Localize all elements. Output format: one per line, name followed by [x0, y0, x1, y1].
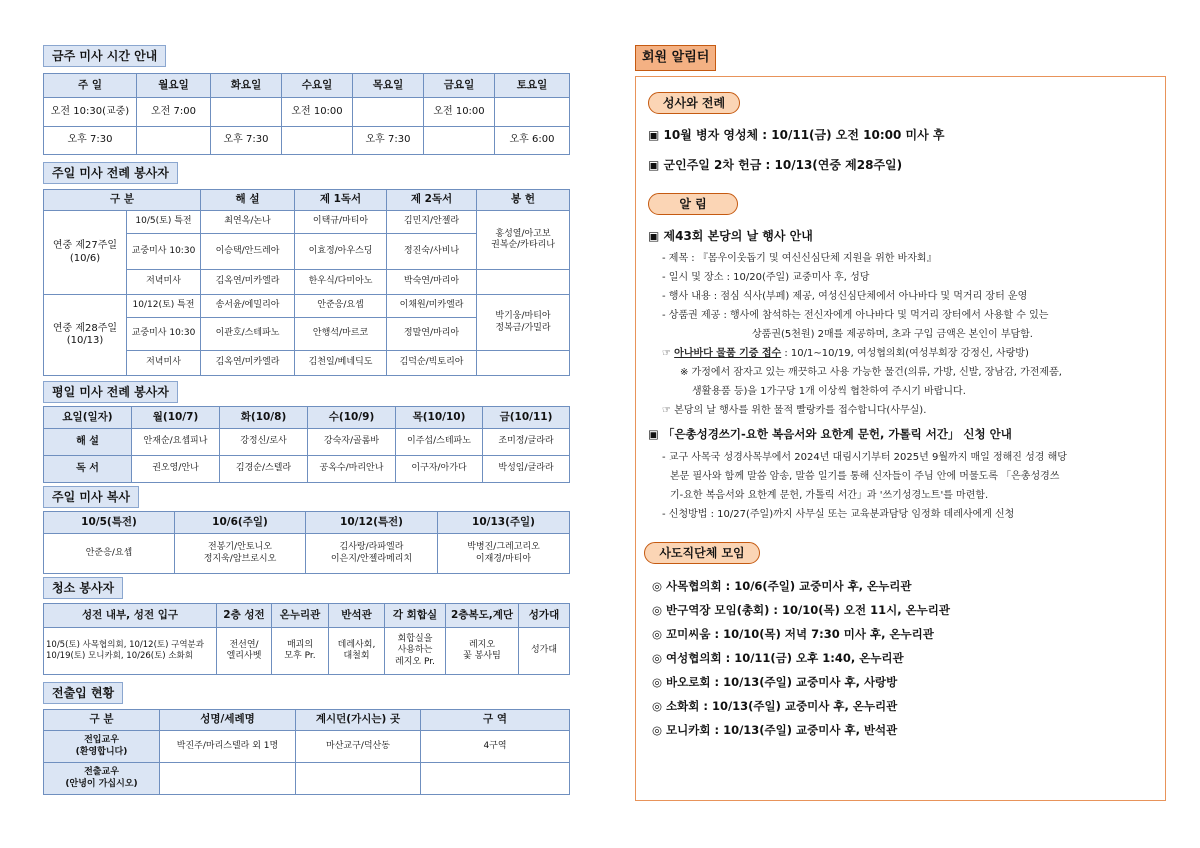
day-header: 화요일: [211, 74, 282, 98]
transfer-cell: 마산교구/덕산동: [296, 731, 421, 763]
hand-icon: ☞: [662, 348, 675, 359]
offering-cell: [477, 351, 570, 376]
meeting-item: ◎ 바오로회 : 10/13(주일) 교중미사 후, 사랑방: [652, 675, 898, 689]
server-cell: 이구자/아가다: [396, 456, 483, 483]
col-header: 10/6(주일): [175, 512, 306, 534]
mass-type: 10/12(토) 특전: [127, 295, 201, 318]
mass-time-cell: [137, 127, 211, 155]
altar-servers-table: [43, 511, 570, 574]
transfer-cell: [296, 763, 421, 795]
server-cell: 권오영/안나: [132, 456, 220, 483]
cleaning-cell: 레지오 꽃 봉사팀: [446, 628, 519, 675]
event-line: - 상품권 제공 : 행사에 참석하는 전신자에게 아나바다 및 먹거리 장터에서 사용할 수 있는: [662, 310, 1049, 321]
row-label: 전입교우 (환영합니다): [44, 731, 160, 763]
bible-heading: ▣ 「은총성경쓰기-요한 복음서와 요한계 문헌, 가톨릭 서간」 신청 안내: [648, 427, 1012, 441]
server-cell: 한우식/다미아노: [295, 270, 387, 295]
transfer-cell: 4구역: [421, 731, 570, 763]
mass-type: 저녁미사: [127, 351, 201, 376]
col-header: 성전 내부, 성전 입구: [44, 604, 217, 628]
col-header: 월(10/7): [132, 407, 220, 429]
day-header: 금요일: [424, 74, 495, 98]
event-line: 상품권(5천원) 2매를 제공하며, 초과 구입 금액은 본인이 부담함.: [752, 329, 1033, 340]
altar-servers-title: 주일 미사 복사: [43, 486, 139, 508]
event-line: - 제목 : 『몸우이웃돕기 및 여신신심단체 지원을 위한 바자회』: [662, 253, 937, 264]
col-header: 제 2독서: [387, 190, 477, 211]
mass-time-cell: [282, 127, 353, 155]
server-cell: 박숙연/마리아: [387, 270, 477, 295]
mass-time-cell: 오후 7:30: [211, 127, 282, 155]
weekday-servers-table: [43, 406, 570, 483]
cleaning-table: [43, 603, 570, 675]
sunday-label: 연중 제27주일 (10/6): [44, 211, 127, 295]
mass-type: 교중미사 10:30: [127, 234, 201, 270]
transfer-cell: [160, 763, 296, 795]
notices-title: 회원 알림터: [635, 45, 716, 71]
server-cell: 공옥수/마리안나: [308, 456, 396, 483]
col-header: 2층 성전: [217, 604, 272, 628]
server-cell: 강정신/로사: [220, 429, 308, 456]
server-cell: 안준응/요셉: [295, 295, 387, 318]
server-cell: 정말연/마리아: [387, 318, 477, 351]
row-label: 전출교우 (안녕이 가십시오): [44, 763, 160, 795]
col-header: 수(10/9): [308, 407, 396, 429]
groups-pill: 사도직단체 모임: [644, 542, 760, 564]
cleaning-cell: 회합실을 사용하는 레지오 Pr.: [385, 628, 446, 675]
col-header: 계시던(가시는) 곳: [296, 710, 421, 731]
server-cell: 이주섭/스테파노: [396, 429, 483, 456]
server-cell: 이채원/미카엘라: [387, 295, 477, 318]
mass-time-cell: 오전 10:00: [282, 98, 353, 127]
meeting-item: ◎ 사목협의회 : 10/6(주일) 교중미사 후, 온누리관: [652, 579, 912, 593]
sunday-servers-title: 주일 미사 전례 봉사자: [43, 162, 178, 184]
sacraments-pill: 성사와 전례: [648, 92, 740, 114]
bible-line: - 교구 사목국 성경사목부에서 2024년 대림시기부터 2025년 9월까지 매일 정해진 성경 해당: [662, 452, 1067, 463]
mass-times-table: [43, 73, 570, 155]
anabada-line: ☞ 아나바다 물품 기증 접수 : 10/1∼10/19, 여성협의회(여성부회장 강정신, 사랑방): [662, 348, 1029, 359]
transfer-cell: 박진주/마리스텔라 외 1명: [160, 731, 296, 763]
row-label: 해 설: [44, 429, 132, 456]
mass-time-cell: 오후 7:30: [353, 127, 424, 155]
server-cell: 김옥연/미카엘라: [201, 270, 295, 295]
mass-time-cell: [353, 98, 424, 127]
mass-time-cell: [424, 127, 495, 155]
server-cell: 전봉기/안토니오 정지욱/암브로시오: [175, 534, 306, 574]
server-cell: 김덕순/빅토리아: [387, 351, 477, 376]
sacrament-item: ▣ 10월 병자 영성체 : 10/11(금) 오전 10:00 미사 후: [648, 128, 945, 142]
bible-line: 본문 필사와 함께 말씀 암송, 말씀 일기를 통해 신자들이 주님 안에 머물도록 「은총성경쓰: [670, 471, 1060, 482]
transfers-table: [43, 709, 570, 795]
mass-time-cell: 오후 7:30: [44, 127, 137, 155]
server-cell: 김천일/베네딕도: [295, 351, 387, 376]
bible-line: - 신청방법 : 10/27(주일)까지 사무실 또는 교육분과담당 임정화 데레사에게 신청: [662, 509, 1015, 520]
day-header: 목요일: [353, 74, 424, 98]
col-header: 온누리관: [272, 604, 329, 628]
server-cell: 조미정/글라라: [483, 429, 570, 456]
col-header: 10/13(주일): [438, 512, 570, 534]
mass-time-cell: [211, 98, 282, 127]
col-header: 구 분: [44, 190, 201, 211]
mass-type: 10/5(토) 특전: [127, 211, 201, 234]
mass-time-cell: 오전 10:00: [424, 98, 495, 127]
col-header: 목(10/10): [396, 407, 483, 429]
server-cell: 김경순/스텔라: [220, 456, 308, 483]
col-header: 제 1독서: [295, 190, 387, 211]
col-header: 성가대: [519, 604, 570, 628]
col-header: 각 회합실: [385, 604, 446, 628]
day-header: 토요일: [495, 74, 570, 98]
cleaning-cell: 성가대: [519, 628, 570, 675]
server-cell: 이효정/아우스딩: [295, 234, 387, 270]
server-cell: 안행석/마르코: [295, 318, 387, 351]
server-cell: 김사랑/라파엘라 이은지/안젤라메리치: [306, 534, 438, 574]
sunday-label: 연중 제28주일 (10/13): [44, 295, 127, 376]
cleaning-title: 청소 봉사자: [43, 577, 123, 599]
event-heading: ▣ 제43회 본당의 날 행사 안내: [648, 229, 813, 243]
event-line: - 일시 및 장소 : 10/20(주일) 교중미사 후, 성당: [662, 272, 870, 283]
cleaning-cell: 전선연/ 엘리사벳: [217, 628, 272, 675]
cleaning-cell: 매괴의 모후 Pr.: [272, 628, 329, 675]
mass-time-cell: [495, 98, 570, 127]
col-header: 금(10/11): [483, 407, 570, 429]
server-cell: 강숙자/골롬바: [308, 429, 396, 456]
mass-time-cell: 오전 7:00: [137, 98, 211, 127]
day-header: 수요일: [282, 74, 353, 98]
col-header: 요일(일자): [44, 407, 132, 429]
event-line: - 행사 내용 : 점심 식사(부페) 제공, 여성신심단체에서 아나바다 및 먹거리 장터 운영: [662, 291, 1028, 302]
transfers-title: 전출입 현황: [43, 682, 123, 704]
row-label: 독 서: [44, 456, 132, 483]
meeting-item: ◎ 모니카회 : 10/13(주일) 교중미사 후, 반석관: [652, 723, 898, 737]
offering-cell: 박기웅/마티아 정복금/가밀라: [477, 295, 570, 351]
mass-type: 교중미사 10:30: [127, 318, 201, 351]
server-cell: 안재순/요셉피나: [132, 429, 220, 456]
donation-line: 생활용품 등)을 1가구당 1개 이상씩 협찬하여 주시기 바랍니다.: [692, 386, 966, 397]
cleaning-cell: 데레사회, 대철회: [329, 628, 385, 675]
server-cell: 송서윤/에밀리아: [201, 295, 295, 318]
col-header: 성명/세례명: [160, 710, 296, 731]
goods-line: ☞ 본당의 날 행사를 위한 물적 빨랑카를 접수합니다(사무실).: [662, 405, 927, 416]
server-cell: 김옥연/미카엘라: [201, 351, 295, 376]
transfer-cell: [421, 763, 570, 795]
col-header: 10/12(특전): [306, 512, 438, 534]
weekday-servers-title: 평일 미사 전례 봉사자: [43, 381, 178, 403]
donation-line: ※ 가정에서 잠자고 있는 깨끗하고 사용 가능한 물건(의류, 가방, 신발, 장남감, 가전제품,: [680, 367, 1062, 378]
col-header: 구 역: [421, 710, 570, 731]
server-cell: 정진숙/사비나: [387, 234, 477, 270]
day-header: 월요일: [137, 74, 211, 98]
bible-line: 기-요한 복음서와 요한계 문헌, 가톨릭 서간」과 '쓰기성경노트'를 마련함.: [670, 490, 989, 501]
mass-times-title: 금주 미사 시간 안내: [43, 45, 166, 67]
server-cell: 이관호/스테파노: [201, 318, 295, 351]
server-cell: 이승택/안드레아: [201, 234, 295, 270]
server-cell: 안준응/요셉: [44, 534, 175, 574]
col-header: 10/5(특전): [44, 512, 175, 534]
announce-pill: 알 림: [648, 193, 738, 215]
mass-time-cell: 오전 10:30(교중): [44, 98, 137, 127]
server-cell: 김민지/안젤라: [387, 211, 477, 234]
col-header: 화(10/8): [220, 407, 308, 429]
col-header: 2층복도,계단: [446, 604, 519, 628]
col-header: 구 분: [44, 710, 160, 731]
day-header: 주 일: [44, 74, 137, 98]
sunday-servers-table: [43, 189, 570, 376]
meeting-item: ◎ 꼬미씨움 : 10/10(목) 저녁 7:30 미사 후, 온누리관: [652, 627, 934, 641]
cleaning-schedule: 10/5(토) 사목협의회, 10/12(토) 구역분과 10/19(토) 모니카회, 10/26(토) 소화회: [44, 628, 217, 675]
server-cell: 박병진/그레고리오 이재경/마티아: [438, 534, 570, 574]
offering-cell: 홍성열/아고보 권복순/카타리나: [477, 211, 570, 270]
offering-cell: [477, 270, 570, 295]
col-header: 해 설: [201, 190, 295, 211]
col-header: 봉 헌: [477, 190, 570, 211]
server-cell: 박성임/글라라: [483, 456, 570, 483]
sacrament-item: ▣ 군인주일 2차 헌금 : 10/13(연중 제28주일): [648, 158, 903, 172]
meeting-item: ◎ 소화회 : 10/13(주일) 교중미사 후, 온누리관: [652, 699, 898, 713]
meeting-item: ◎ 여성협의회 : 10/11(금) 오후 1:40, 온누리관: [652, 651, 904, 665]
mass-type: 저녁미사: [127, 270, 201, 295]
mass-time-cell: 오후 6:00: [495, 127, 570, 155]
server-cell: 최연옥/논나: [201, 211, 295, 234]
col-header: 반석관: [329, 604, 385, 628]
server-cell: 이택규/마티아: [295, 211, 387, 234]
meeting-item: ◎ 반구역장 모임(총회) : 10/10(목) 오전 11시, 온누리관: [652, 603, 951, 617]
